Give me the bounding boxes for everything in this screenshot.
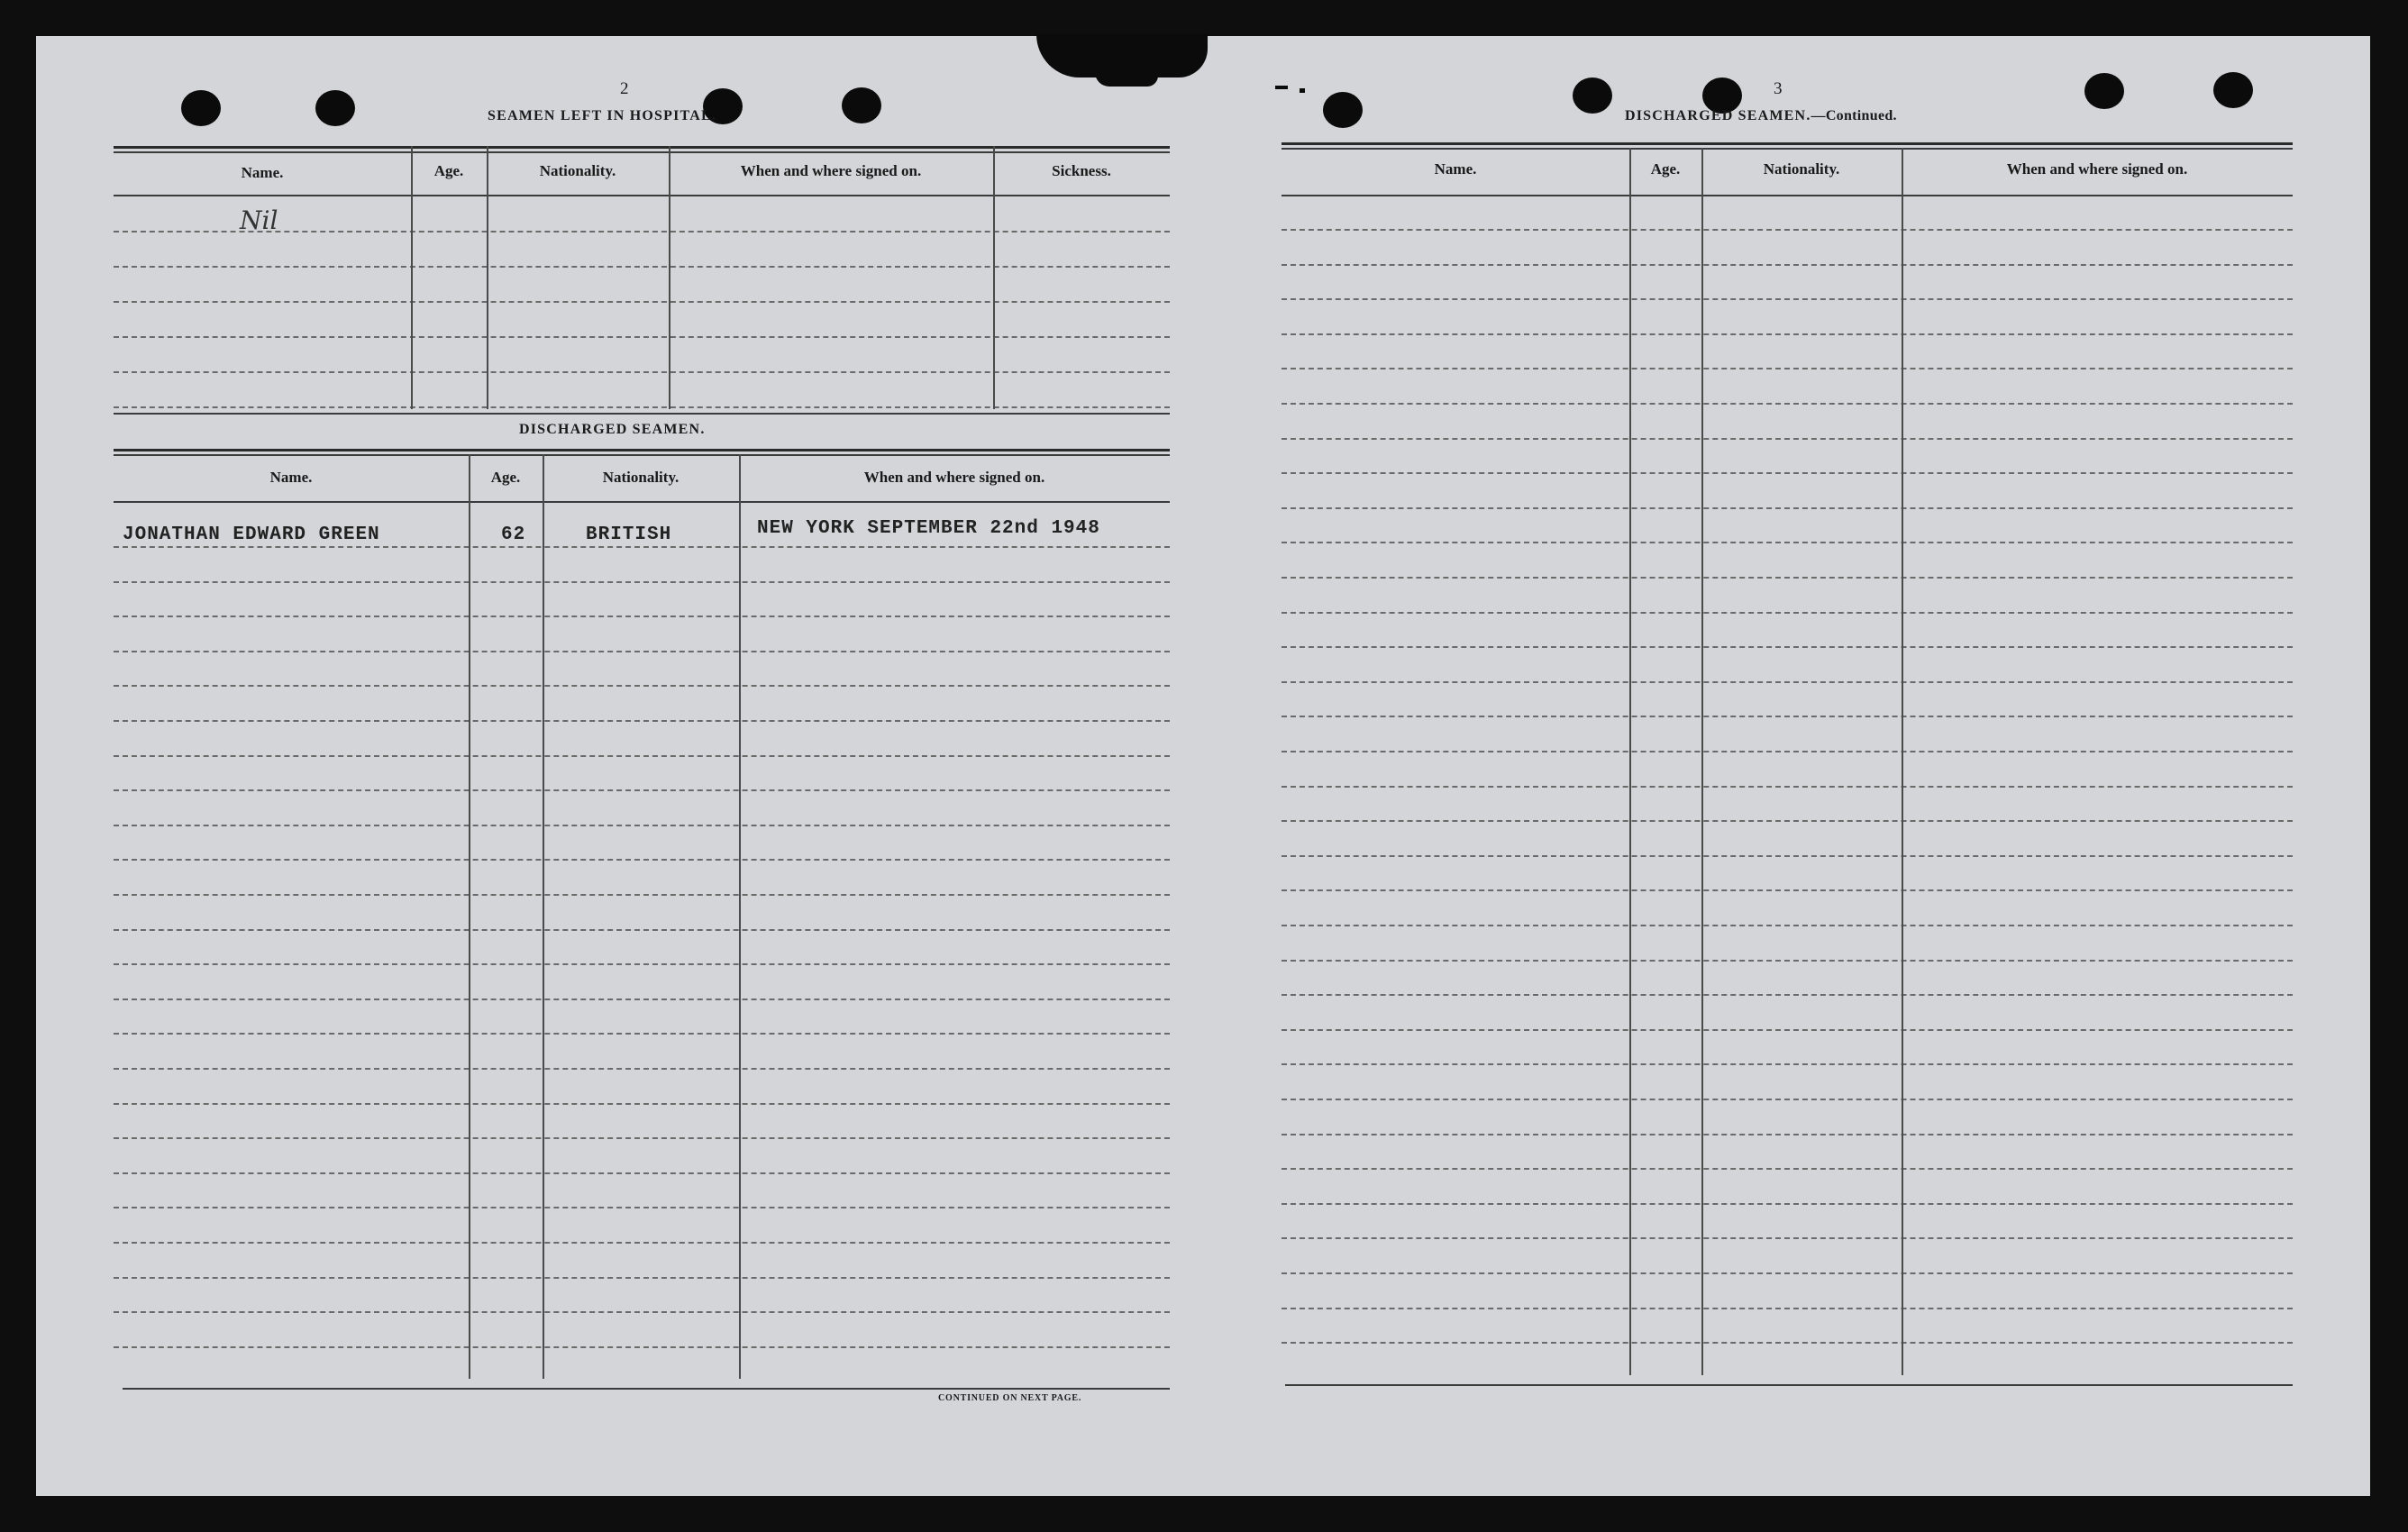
column-divider: [411, 146, 413, 409]
ruled-line: [1282, 472, 2293, 474]
page-number: 3: [1774, 79, 1783, 98]
column-divider: [1902, 148, 1903, 1375]
column-divider: [993, 146, 995, 409]
discharged-section-title: DISCHARGED SEAMEN.: [519, 422, 706, 437]
column-header-nationality: Nationality.: [602, 469, 680, 486]
ruled-line: [1282, 681, 2293, 683]
ruled-line: [1282, 855, 2293, 857]
hospital-entry-handwritten: Nil: [240, 205, 278, 235]
column-divider: [469, 454, 470, 1379]
ruled-line: [1282, 368, 2293, 369]
discharged-table-top-rule: [114, 454, 1170, 456]
document-sheet: [36, 36, 2370, 1496]
hospital-table-top-rule: [114, 151, 1170, 153]
ruled-line: [1282, 716, 2293, 717]
seaman-signed-on: NEW YORK SEPTEMBER 22nd 1948: [757, 518, 1100, 539]
ruled-line: [114, 999, 1170, 1000]
ruled-line: [1282, 1029, 2293, 1031]
ruled-line: [1282, 889, 2293, 891]
ruled-line: [114, 616, 1170, 617]
torn-edge: [1095, 72, 1158, 87]
column-divider: [739, 454, 741, 1379]
torn-edge: [1036, 34, 1208, 78]
title-suffix: —Continued.: [1811, 108, 1897, 123]
discharged-table-top-rule: [114, 449, 1170, 451]
ruled-line: [114, 266, 1170, 268]
header-rule: [1282, 195, 2293, 196]
ruled-line: [1282, 646, 2293, 648]
hospital-section-title: SEAMEN LEFT IN HOSPITAL.: [488, 108, 717, 123]
hospital-table-top-rule: [114, 146, 1170, 149]
ruled-line: [1282, 820, 2293, 822]
ruled-line: [114, 546, 1170, 548]
ruled-line: [114, 1346, 1170, 1348]
ruled-line: [1282, 1308, 2293, 1309]
ruled-line: [114, 301, 1170, 303]
title-text: DISCHARGED SEAMEN.: [1625, 108, 1811, 123]
ink-mark: [1300, 88, 1305, 93]
ruled-line: [114, 1137, 1170, 1139]
discharged-header-rule: [114, 501, 1170, 503]
ruled-line: [114, 651, 1170, 652]
punch-hole: [2213, 72, 2253, 108]
column-divider: [1629, 148, 1631, 1375]
hospital-header-rule: [114, 195, 1170, 196]
ruled-line: [114, 755, 1170, 757]
seaman-age: 62: [501, 524, 526, 545]
punch-hole: [181, 90, 221, 126]
ruled-line: [1282, 577, 2293, 579]
continued-note: CONTINUED ON NEXT PAGE.: [938, 1393, 1082, 1403]
ruled-line: [114, 825, 1170, 826]
ruled-line: [1282, 1237, 2293, 1239]
ruled-line: [114, 720, 1170, 722]
ruled-line: [114, 336, 1170, 338]
column-divider: [669, 146, 670, 409]
ruled-line: [114, 1311, 1170, 1313]
discharged-continued-title: [1625, 108, 1897, 124]
ruled-line: [114, 1103, 1170, 1105]
column-header-nationality: Nationality.: [1763, 160, 1840, 178]
ruled-line: [1282, 333, 2293, 335]
ruled-line: [1282, 612, 2293, 614]
column-header-sickness: Sickness.: [1052, 162, 1111, 179]
ruled-line: [1282, 264, 2293, 266]
ruled-line: [1282, 229, 2293, 231]
column-divider: [487, 146, 488, 409]
seaman-name: JONATHAN EDWARD GREEN: [123, 524, 380, 545]
ruled-line: [114, 894, 1170, 896]
punch-hole: [1323, 92, 1363, 128]
ruled-line: [1282, 925, 2293, 926]
page-number: 2: [620, 79, 629, 98]
column-divider: [1701, 148, 1703, 1375]
punch-hole: [1573, 78, 1612, 114]
column-header-name: Name.: [241, 164, 284, 181]
ruled-line: [1282, 1203, 2293, 1205]
column-header-nationality: Nationality.: [539, 162, 616, 179]
ruled-line: [114, 929, 1170, 931]
column-header-name: Name.: [1434, 160, 1477, 178]
column-header-name: Name.: [269, 469, 313, 486]
ruled-line: [1282, 542, 2293, 543]
ruled-line: [1282, 1168, 2293, 1170]
ruled-line: [1282, 960, 2293, 962]
ruled-line: [1282, 1272, 2293, 1274]
ruled-line: [114, 963, 1170, 965]
ruled-line: [1282, 403, 2293, 405]
column-header-signed-on: When and where signed on.: [863, 469, 1045, 486]
ruled-line: [114, 789, 1170, 791]
seaman-nationality: BRITISH: [586, 524, 672, 545]
column-header-signed-on: When and where signed on.: [740, 162, 922, 179]
column-header-age: Age.: [1650, 160, 1681, 178]
ruled-line: [1282, 751, 2293, 752]
punch-hole: [315, 90, 355, 126]
table-top-rule: [1282, 148, 2293, 150]
ruled-line: [1282, 298, 2293, 300]
ruled-line: [114, 1207, 1170, 1208]
ruled-line: [114, 685, 1170, 687]
section-divider-rule: [114, 413, 1170, 415]
ruled-line: [1282, 1099, 2293, 1100]
ruled-line: [114, 1172, 1170, 1174]
punch-hole: [2084, 73, 2124, 109]
ruled-line: [1282, 438, 2293, 440]
column-divider: [543, 454, 544, 1379]
ruled-line: [1282, 507, 2293, 509]
ruled-line: [114, 371, 1170, 373]
table-top-rule: [1282, 142, 2293, 145]
table-bottom-rule: [123, 1388, 1170, 1390]
table-bottom-rule: [1285, 1384, 2293, 1386]
ruled-line: [114, 406, 1170, 408]
ruled-line: [114, 859, 1170, 861]
ruled-line: [1282, 1342, 2293, 1344]
column-header-age: Age.: [490, 469, 521, 486]
ruled-line: [114, 1068, 1170, 1070]
column-header-age: Age.: [433, 162, 464, 179]
ruled-line: [1282, 994, 2293, 996]
ruled-line: [1282, 1134, 2293, 1135]
punch-hole: [842, 87, 881, 123]
ruled-line: [1282, 1063, 2293, 1065]
ink-mark: [1275, 86, 1288, 89]
ruled-line: [114, 1033, 1170, 1035]
ruled-line: [1282, 786, 2293, 788]
ruled-line: [114, 1277, 1170, 1279]
ruled-line: [114, 581, 1170, 583]
column-header-signed-on: When and where signed on.: [2006, 160, 2188, 178]
ruled-line: [114, 1242, 1170, 1244]
